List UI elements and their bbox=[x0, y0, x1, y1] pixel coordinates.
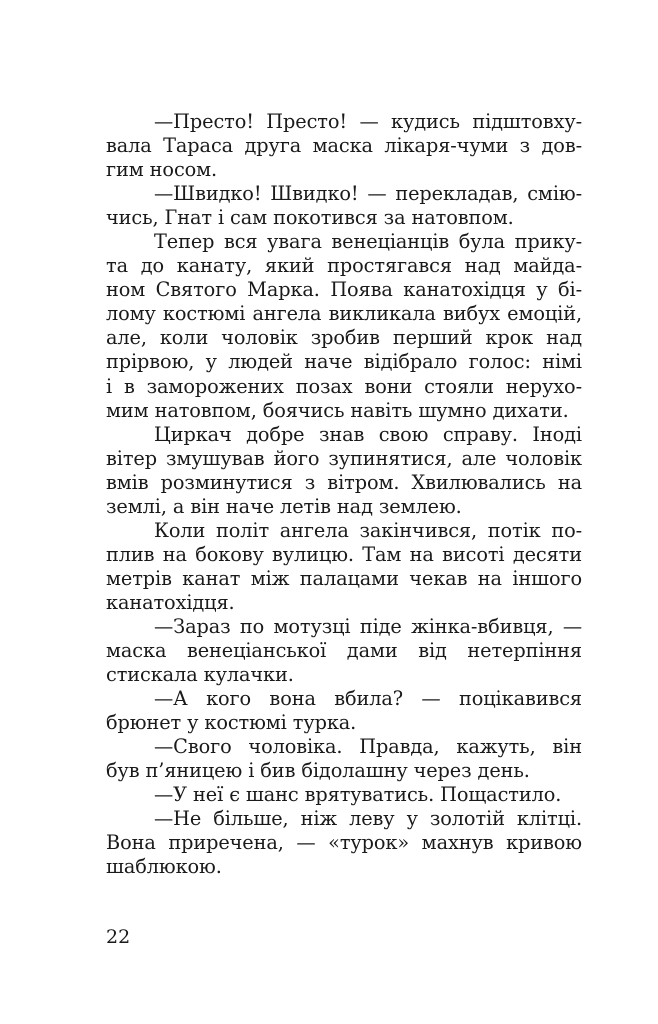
text-line: Коли політ ангела закінчився, потік по- bbox=[154, 518, 582, 542]
text-line: стискала кулачки. bbox=[106, 663, 294, 687]
text-line: шаблюкою. bbox=[106, 855, 222, 879]
text-line: плив на бокову вулицю. Там на висоті десяти bbox=[106, 542, 582, 566]
text-line: лому костюмі ангела викликала вибух емоцій, bbox=[106, 302, 582, 326]
text-line: чись, Гнат і сам покотився за натовпом. bbox=[106, 206, 514, 230]
text-line: —У неї є шанс врятуватись. Пощастило. bbox=[154, 783, 562, 807]
text-line: Циркач добре знав свою справу. Іноді bbox=[154, 422, 582, 446]
text-line: вмів розминутися з вітром. Хвилювались на bbox=[106, 470, 582, 494]
text-line: і в заморожених позах вони стояли нерухо- bbox=[106, 374, 582, 398]
page-number: 22 bbox=[106, 926, 131, 948]
text-line: —Не більше, ніж леву у золотій клітці. bbox=[154, 807, 582, 831]
text-line: але, коли чоловік зробив перший крок над bbox=[106, 326, 582, 350]
text-line: мим натовпом, боячись навіть шумно дихати. bbox=[106, 398, 569, 422]
text-line: —Свого чоловіка. Правда, кажуть, він bbox=[154, 735, 582, 759]
text-line: —Зараз по мотузці піде жінка-вбивця, — bbox=[154, 614, 582, 638]
text-line: —А кого вона вбила? — поцікавився bbox=[154, 687, 582, 711]
body-text bbox=[106, 110, 582, 880]
text-line: гим носом. bbox=[106, 158, 218, 182]
text-line: Вона приречена, — «турок» махнув кривою bbox=[106, 831, 582, 855]
text-line: брюнет у костюмі турка. bbox=[106, 711, 357, 735]
text-line: маска венеціанської дами від нетерпіння bbox=[106, 639, 582, 663]
text-line: Тепер вся увага венеціанців була прику- bbox=[154, 230, 582, 254]
text-line: ном Святого Марка. Поява канатохідця у бі- bbox=[106, 278, 582, 302]
text-line: прірвою, у людей наче відібрало голос: німі bbox=[106, 350, 582, 374]
text-line: та до канату, який простягався над майда- bbox=[106, 254, 582, 278]
text-line: —Швидко! Швидко! — перекладав, смію- bbox=[154, 182, 582, 206]
text-line: був п’яницею і бив бідолашну через день. bbox=[106, 759, 530, 783]
text-line: вітер змушував його зупинятися, але чоловік bbox=[106, 446, 582, 470]
text-line: вала Тараса друга маска лікаря-чуми з дов- bbox=[106, 134, 582, 158]
text-line: землі, а він наче летів над землею. bbox=[106, 494, 462, 518]
text-line: канатохідця. bbox=[106, 590, 235, 614]
text-line: —Престо! Престо! — кудись підштовху- bbox=[154, 110, 582, 133]
text-line: метрів канат між палацами чекав на іншого bbox=[106, 566, 582, 590]
